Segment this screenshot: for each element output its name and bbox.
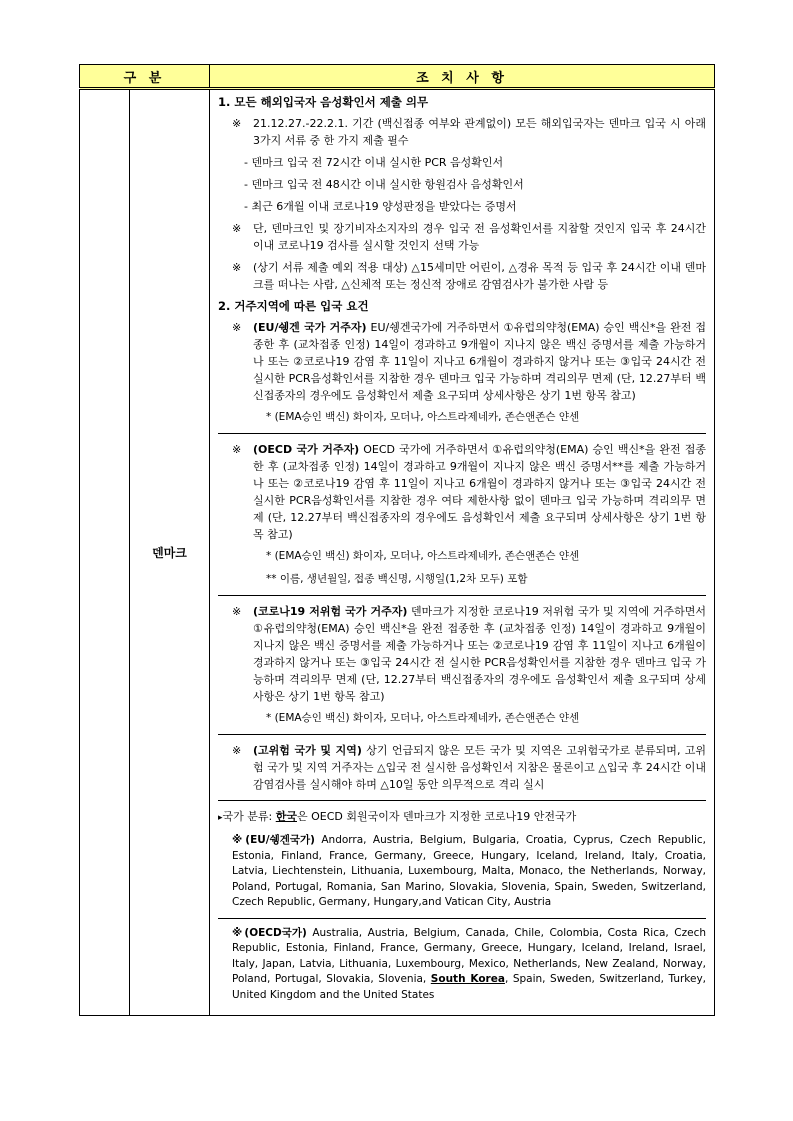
lowrisk-footnote: * (EMA승인 백신) 화이자, 모더나, 아스트라제네카, 존슨앤존슨 얀센 xyxy=(266,712,580,724)
divider xyxy=(218,595,706,596)
section1-dash1: - 덴마크 입국 전 72시간 이내 실시한 PCR 음성확인서 xyxy=(244,156,504,169)
highrisk-note xyxy=(232,742,706,793)
divider xyxy=(218,800,706,801)
divider xyxy=(218,918,706,919)
section2-title: 2. 거주지역에 따른 입국 요건 xyxy=(218,299,369,313)
blank-cell xyxy=(80,89,130,1016)
highrisk-label: (고위험 국가 및 지역) xyxy=(253,744,362,757)
table-row xyxy=(80,89,715,1016)
highrisk-text: 상기 언급되지 않은 모든 국가 및 지역은 고위험국가로 분류되며, 고위험 국가 및 지역 거주자는 △입국 전 실시한 음성확인서 지참은 물론이고 △입국 후 24시간 이내 감염검사를 실시해야 하며 △10일 동안 의무적으로 격리 실시 xyxy=(253,744,706,791)
oecd-list-text-b: , Spain, Sweden, Switzerland, Turkey, United Kingdom and the United States xyxy=(232,973,707,1001)
reference-mark: ※ xyxy=(232,443,242,456)
header-measures: 조 치 사 항 xyxy=(210,65,715,89)
section1-dash2: - 덴마크 입국 전 48시간 이내 실시한 항원검사 음성확인서 xyxy=(244,178,524,191)
oecd-footnote2: ** 이름, 생년월일, 접종 백신명, 시행일(1,2차 모두) 포함 xyxy=(266,573,528,585)
divider xyxy=(218,433,706,434)
lowrisk-residents-label: (코로나19 저위험 국가 거주자) xyxy=(253,605,408,618)
oecd-residents-note xyxy=(232,441,706,543)
reference-mark: ※ xyxy=(232,321,242,334)
south-korea-highlight: South Korea xyxy=(430,973,505,985)
section1-dash3: - 최근 6개월 이내 코로나19 양성판정을 받았다는 증명서 xyxy=(244,200,517,213)
eu-residents-note xyxy=(232,319,706,404)
section1-note1 xyxy=(232,115,706,149)
measures-table xyxy=(79,64,715,1016)
arrow-icon: ▸ xyxy=(218,813,223,823)
oecd-footnote1: * (EMA승인 백신) 화이자, 모더나, 아스트라제네카, 존슨앤존슨 얀센 xyxy=(266,550,580,562)
oecd-list-label: ※(OECD국가) xyxy=(232,926,307,939)
classification-suffix: 은 OECD 회원국이자 덴마크가 지정한 코로나19 안전국가 xyxy=(297,810,577,823)
oecd-list-text-a: Australia, Austria, Belgium, Canada, Chile, Colombia, Costa Rica, Czech Republic, Estonia, Finland, France, Germany, Greece, Hungary, Iceland, Ireland, Israel, Italy, Japan, Latvia, Lithuania, Luxembourg, Mexico, Netherlands, New Zealand, Norway, Poland, Portugal, Slovakia, Slovenia, xyxy=(232,926,706,985)
oecd-residents-label: (OECD 국가 거주자) xyxy=(253,443,360,456)
lowrisk-residents-text: 덴마크가 지정한 코로나19 저위험 국가 및 지역에 거주하면서 ①유럽의약청(EMA) 승인 백신*을 완전 접종한 후 (교차접종 인정) 14일이 경과하고 9개월이 지나지 않은 백신 증명서를 제출 가능하거나 또는 ②코로나19 감염 후 11일이 지나고 6개월이 경과하지 않거나 또는 ③입국 24시간 전 실시한 PCR음성확인서를 지참한 경우 덴마크 입국 가능하며 격리의무 면제 (단, 12.27부터 백신접종자의 경우에도 음성확인서 제출 요구되며 상세사항은 상기 1번 항목 참고) xyxy=(253,605,706,703)
header-category: 구 분 xyxy=(80,65,210,89)
country-name: 덴마크 xyxy=(130,89,210,1016)
table-header-row xyxy=(80,65,715,89)
korea-highlight: 한국 xyxy=(275,810,297,823)
reference-mark: ※ xyxy=(232,261,242,274)
section1-note3-text: (상기 서류 제출 예외 적용 대상) △15세미만 어린이, △경유 목적 등 입국 후 24시간 이내 덴마크를 떠나는 사람, △신체적 또는 정신적 장애로 감염검사가 불가한 사람 등 xyxy=(253,261,706,291)
oecd-country-list xyxy=(232,926,706,1004)
classification-line xyxy=(218,808,706,827)
eu-country-list xyxy=(232,833,706,911)
section1-note3 xyxy=(232,259,706,293)
eu-list-text: Andorra, Austria, Belgium, Bulgaria, Croatia, Cyprus, Czech Republic, Estonia, Finland, France, Germany, Greece, Hungary, Iceland, Ireland, Italy, Croatia, Latvia, Liechtenstein, Lithuania, Luxembourg, Malta, Monaco, the Netherlands, Norway, Poland, Portugal, Romania, San Marino, Slovakia, Slovenia, Spain, Sweden, Switzerland, Czech Republic, Germany, Hungary,and Vatican City, Austria xyxy=(232,834,706,908)
eu-footnote: * (EMA승인 백신) 화이자, 모더나, 아스트라제네카, 존슨앤존슨 얀센 xyxy=(266,411,580,423)
reference-mark: ※ xyxy=(232,605,242,618)
section1-note2-text: 단, 덴마크인 및 장기비자소지자의 경우 입국 전 음성확인서를 지참할 것인지 입국 후 24시간 이내 코로나19 검사를 실시할 것인지 선택 가능 xyxy=(253,222,706,252)
section1-note1-text: 21.12.27.-22.2.1. 기간 (백신접종 여부와 관계없이) 모든 해외입국자는 덴마크 입국 시 아래 3가지 서류 중 한 가지 제출 필수 xyxy=(253,117,706,147)
classification-prefix: 국가 분류: xyxy=(222,810,276,823)
reference-mark: ※ xyxy=(232,744,242,757)
divider xyxy=(218,734,706,735)
eu-residents-text: EU/쉥겐국가에 거주하면서 ①유럽의약청(EMA) 승인 백신*을 완전 접종한 후 (교차접종 인정) 14일이 경과하고 9개월이 지나지 않은 백신 증명서를 제출 가능하거나 또는 ②코로나19 감염 후 11일이 지나고 6개월이 경과하지 않거나 또는 ③입국 24시간 전 실시한 PCR음성확인서를 지참한 경우 덴마크 입국 가능하며 격리의무 면제 (단, 12.27부터 백신접종자의 경우에도 음성확인서 제출 요구되며 상세사항은 상기 1번 항목 참고) xyxy=(253,321,706,402)
lowrisk-residents-note xyxy=(232,603,706,705)
section1-note2 xyxy=(232,220,706,254)
reference-mark: ※ xyxy=(232,117,242,130)
oecd-residents-text: OECD 국가에 거주하면서 ①유럽의약청(EMA) 승인 백신*을 완전 접종한 후 (교차접종 인정) 14일이 경과하고 9개월이 지나지 않은 백신 증명서**를 제출 가능하거나 또는 ②코로나19 감염 후 11일이 지나고 6개월이 경과하지 않거나 또는 ③입국 24시간 전 실시한 PCR음성확인서를 지참한 경우 여타 제한사항 없이 덴마크 입국 가능하며 격리의무 면제 (단, 12.27부터 백신접종자의 경우에도 음성확인서 제출 요구되며 상세사항은 상기 1번 항목 참고) xyxy=(253,443,706,541)
eu-list-label: ※(EU/쉥겐국가) xyxy=(232,834,315,846)
eu-residents-label: (EU/쉥겐 국가 거주자) xyxy=(253,321,367,334)
section1-title: 1. 모든 해외입국자 음성확인서 제출 의무 xyxy=(218,95,429,109)
measures-content xyxy=(210,89,715,1016)
reference-mark: ※ xyxy=(232,222,242,235)
